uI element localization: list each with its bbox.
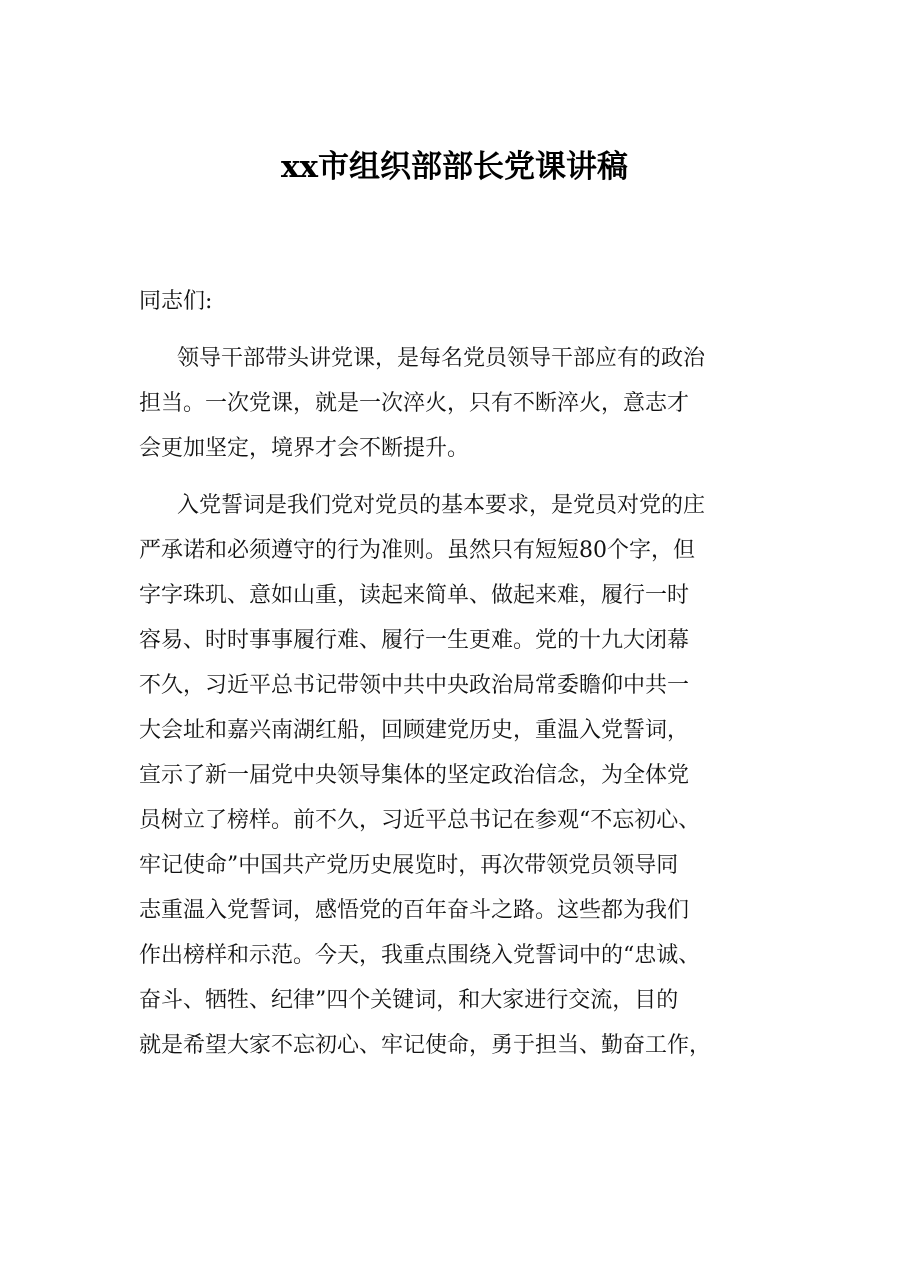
paragraph-line: 志重温入党誓词，感悟党的百年奋斗之路。这些都为我们 <box>139 898 690 923</box>
paragraph-line: 容易、时时事事履行难、履行一生更难。党的十九大闭幕 <box>139 628 690 653</box>
paragraph-line: 就是希望大家不忘初心、牢记使命，勇于担当、勤奋工作， <box>139 1033 712 1058</box>
document-body <box>139 279 774 1080</box>
greeting: 同志们: <box>139 289 213 314</box>
paragraph-line: 员树立了榜样。前不久，习近平总书记在参观“不忘初心、 <box>139 808 701 833</box>
document-title: xx市组织部部长党课讲稿 <box>281 149 628 185</box>
paragraph-line: 入党誓词是我们党对党员的基本要求，是党员对党的庄 <box>177 493 706 518</box>
paragraph-line: 会更加坚定，境界才会不断提升。 <box>139 436 470 461</box>
paragraph-2 <box>139 483 774 1068</box>
paragraph-line: 严承诺和必须遵守的行为准则。虽然只有短短80个字，但 <box>139 538 695 563</box>
paragraph-line: 牢记使命”中国共产党历史展览时，再次带领党员领导同 <box>139 853 679 878</box>
paragraph-line: 大会址和嘉兴南湖红船，回顾建党历史，重温入党誓词， <box>139 718 690 743</box>
paragraph-line: 宣示了新一届党中央领导集体的坚定政治信念，为全体党 <box>139 763 690 788</box>
paragraph-line: 字字珠玑、意如山重，读起来简单、做起来难，履行一时 <box>139 583 690 608</box>
paragraph-line: 不久，习近平总书记带领中共中央政治局常委瞻仰中共一 <box>139 673 690 698</box>
paragraph-line: 作出榜样和示范。今天，我重点围绕入党誓词中的“忠诚、 <box>139 943 701 968</box>
paragraph-line: 担当。一次党课，就是一次淬火，只有不断淬火，意志才 <box>139 391 690 416</box>
paragraph-line: 领导干部带头讲党课，是每名党员领导干部应有的政治 <box>177 346 706 371</box>
paragraph-line: 奋斗、牺牲、纪律”四个关键词，和大家进行交流，目的 <box>139 988 679 1013</box>
paragraph-1 <box>139 336 774 471</box>
